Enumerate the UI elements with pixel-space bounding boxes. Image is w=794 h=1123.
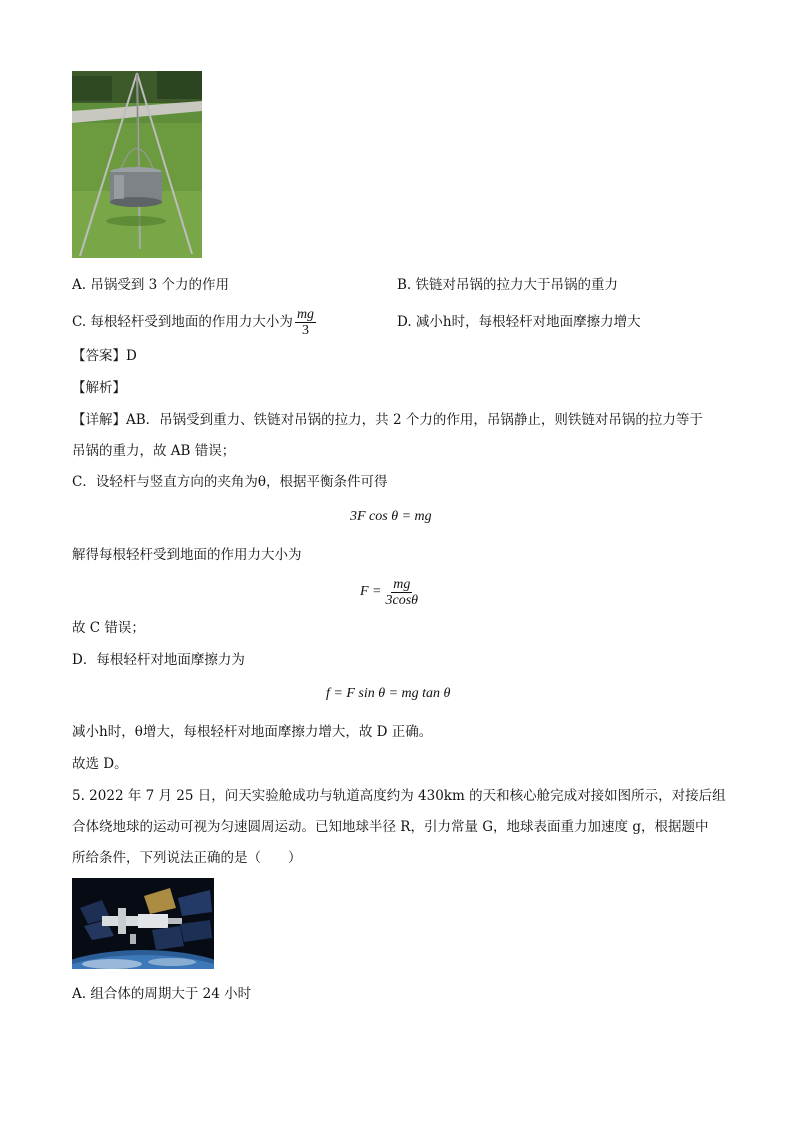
analysis-label: 【解析】	[72, 380, 126, 396]
detail-line-1: 【详解】AB．吊锅受到重力、铁链对吊锅的拉力，共 2 个力的作用，吊锅静止，则铁链对吊锅的拉力等于	[72, 412, 703, 428]
option-c	[72, 304, 316, 340]
detail-d-conclusion: 减小h时，θ增大，每根轻杆对地面摩擦力增大，故 D 正确。	[72, 724, 433, 740]
answer-label: 【答案】	[72, 348, 126, 364]
detail-choose: 故选 D。	[72, 756, 128, 772]
detail-d-line: D．每根轻杆对地面摩擦力为	[72, 652, 245, 668]
equation-2-lhs: F =	[360, 584, 382, 599]
answer-value: D	[126, 348, 137, 364]
q5-line-2: 合体绕地球的运动可视为匀速圆周运动。已知地球半径 R，引力常量 G，地球表面重力加速度 g，根据题中	[72, 819, 709, 835]
option-c-text: C. 每根轻杆受到地面的作用力大小为	[72, 314, 293, 330]
tripod-pot-photo	[72, 71, 202, 258]
detail-line-2: 吊锅的重力，故 AB 错误；	[72, 443, 236, 459]
option-d: D. 减小h时，每根轻杆对地面摩擦力增大	[397, 314, 641, 330]
equation-2	[360, 572, 418, 612]
option-c-fraction	[295, 307, 316, 338]
q5-option-a: A. 组合体的周期大于 24 小时	[72, 986, 252, 1002]
equation-3: f = F sin θ = mg tan θ	[326, 686, 451, 701]
option-c-numerator: mg	[296, 306, 315, 322]
option-a: A. 吊锅受到 3 个力的作用	[72, 277, 230, 293]
answer-line	[72, 346, 137, 366]
equation-1: 3F cos θ = mg	[350, 509, 432, 524]
option-b: B. 铁链对吊锅的拉力大于吊锅的重力	[397, 277, 619, 293]
equation-2-numerator: mg	[393, 576, 411, 592]
detail-solve-line: 解得每根轻杆受到地面的作用力大小为	[72, 547, 302, 563]
q5-line-3: 所给条件，下列说法正确的是（ ）	[72, 850, 302, 866]
equation-2-denominator: 3cosθ	[385, 592, 419, 608]
equation-2-fraction	[386, 577, 419, 608]
option-c-denominator: 3	[302, 322, 309, 338]
q5-line-1: 5. 2022 年 7 月 25 日，问天实验舱成功与轨道高度约为 430km 的天和核心舱完成对接如图所示，对接后组	[72, 788, 726, 804]
space-station-photo	[72, 878, 214, 969]
detail-c-line: C．设轻杆与竖直方向的夹角为θ，根据平衡条件可得	[72, 474, 388, 490]
detail-c-wrong: 故 C 错误；	[72, 620, 145, 636]
